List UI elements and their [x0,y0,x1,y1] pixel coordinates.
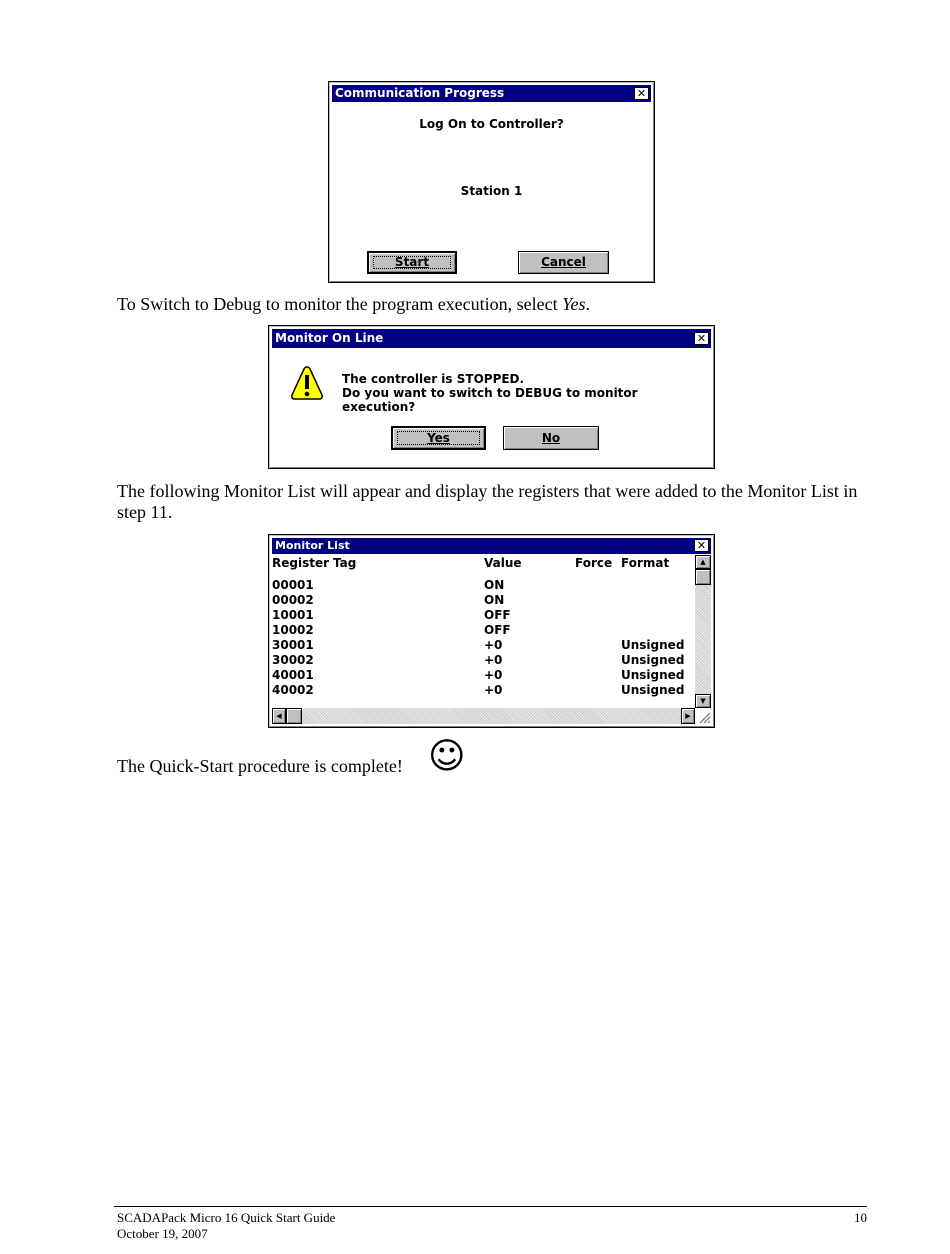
no-button[interactable] [503,426,599,450]
header-tag[interactable]: Tag [333,556,357,570]
scroll-down-icon[interactable]: ▼ [695,694,711,708]
header-value[interactable]: Value [484,556,522,570]
communication-progress-dialog [328,81,655,283]
para1-emphasis: Yes [562,294,586,314]
table-row[interactable] [272,653,692,668]
para1-text: To Switch to Debug to monitor the program execution, select [117,294,563,314]
close-icon[interactable]: ✕ [694,539,709,552]
scroll-right-icon[interactable]: ▶ [681,708,695,724]
monitor-on-line-dialog [268,325,715,469]
table-row[interactable] [272,578,692,593]
cell-value: ON [484,593,505,607]
no-button-label: No [541,431,561,445]
start-button-label: Start [394,255,430,269]
cell-value: OFF [484,608,511,622]
cell-value: +0 [484,638,503,652]
cell-register: 40002 [272,683,314,697]
station-label: Station 1 [460,184,523,198]
column-headers [272,556,690,572]
header-format[interactable]: Format [621,556,670,570]
header-register[interactable]: Register [272,556,330,570]
cell-register: 00001 [272,578,314,592]
table-row[interactable] [272,638,692,653]
register-list [272,578,692,706]
cell-value: OFF [484,623,511,637]
cell-value: +0 [484,653,503,667]
dialog-title: Communication Progress [335,86,505,100]
cell-register: 30002 [272,653,314,667]
scroll-thumb-horizontal[interactable] [286,708,302,724]
para1-end: . [585,294,590,314]
instruction-paragraph-debug [117,294,877,315]
cancel-button-label: Cancel [541,255,586,269]
smiley-icon: ☺ [428,736,466,777]
dialog-message-line-1: The controller is STOPPED. [342,372,525,386]
table-row[interactable] [272,623,692,638]
cell-register: 30001 [272,638,314,652]
table-row[interactable] [272,608,692,623]
completion-paragraph: The Quick-Start procedure is complete! [117,756,403,776]
footer-date: October 19, 2007 [117,1226,208,1241]
footer-rule [114,1206,867,1207]
header-force[interactable]: Force [575,556,613,570]
cell-value: +0 [484,683,503,697]
table-row[interactable] [272,683,692,698]
horizontal-scrollbar[interactable] [272,708,695,724]
start-button[interactable] [367,251,457,274]
warning-icon [290,365,324,401]
window-title: Monitor List [275,539,350,552]
cell-format: Unsigned [621,683,685,697]
window-title-bar[interactable] [272,538,711,554]
cell-register: 00002 [272,593,314,607]
footer-title: SCADAPack Micro 16 Quick Start Guide [117,1210,336,1225]
close-icon[interactable]: ✕ [634,87,649,100]
cell-register: 10002 [272,623,314,637]
dialog-message: Log On to Controller? [419,117,564,131]
monitor-list-window [268,534,715,728]
page-number: 10 [854,1210,867,1225]
resize-grip-icon[interactable] [697,710,711,724]
cell-format: Unsigned [621,668,685,682]
table-row[interactable] [272,593,692,608]
yes-button-label: Yes [427,431,450,445]
scroll-thumb[interactable] [695,569,711,585]
yes-button[interactable] [391,426,486,450]
vertical-scrollbar[interactable] [695,555,711,708]
scroll-up-icon[interactable]: ▲ [695,555,711,569]
dialog-message-line-2: Do you want to switch to DEBUG to monitor execution? [342,386,638,414]
cancel-button[interactable] [518,251,609,274]
close-icon[interactable]: ✕ [694,332,709,345]
cell-value: +0 [484,668,503,682]
cell-value: ON [484,578,505,592]
scroll-left-icon[interactable]: ◀ [272,708,286,724]
dialog-title-bar[interactable] [272,329,711,348]
cell-format: Unsigned [621,638,685,652]
table-row[interactable] [272,668,692,683]
instruction-paragraph-monitor-list: The following Monitor List will appear and display the registers that were added to the Monitor List in step 11. [117,481,858,522]
cell-register: 40001 [272,668,314,682]
dialog-title: Monitor On Line [275,331,384,345]
cell-format: Unsigned [621,653,685,667]
dialog-title-bar[interactable] [332,85,651,102]
cell-register: 10001 [272,608,314,622]
